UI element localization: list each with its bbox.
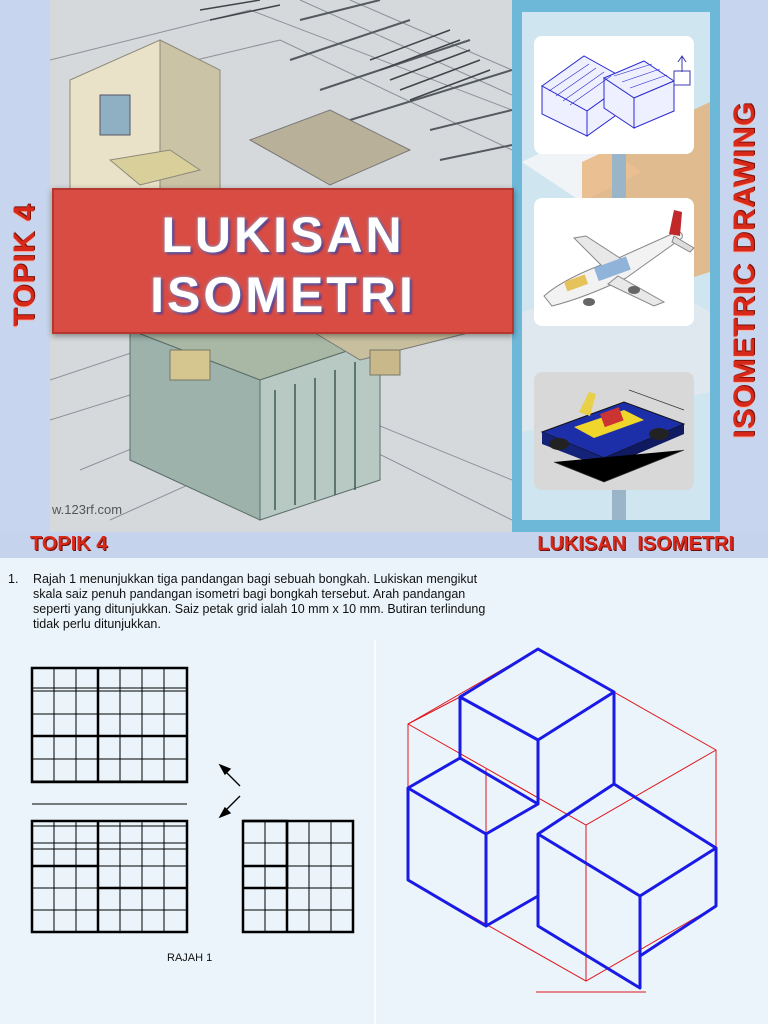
front-view-grid xyxy=(32,821,187,932)
worksheet-figures xyxy=(0,558,768,1024)
airplane-cutaway-image xyxy=(534,198,694,326)
figure-label: RAJAH 1 xyxy=(167,952,213,964)
car-cutaway-image xyxy=(534,372,694,490)
view-direction-arrows xyxy=(220,765,240,817)
cover-title-line1: LUKISAN xyxy=(161,207,405,263)
side-view-grid xyxy=(243,821,353,932)
cover-title-box xyxy=(52,188,514,334)
band-topic-label: TOPIK 4 xyxy=(30,533,108,555)
photo-watermark: w.123rf.com xyxy=(52,502,123,517)
side-topic-label: TOPIK 4 xyxy=(8,203,41,327)
band-title-label: LUKISAN ISOMETRI xyxy=(537,533,734,555)
question-number: 1. xyxy=(8,572,19,586)
side-isometric-label: ISOMETRIC DRAWING xyxy=(728,101,761,439)
worksheet xyxy=(0,558,768,1024)
question-text: Rajah 1 menunjukkan tiga pandangan bagi sebuah bongkah. Lukiskan mengikut skala saiz penuh pandangan isometri bagi bongkah tersebut. Arah pandangan seperti yang ditunjukkan. Saiz petak grid ialah 10 mm x 10 mm. Butiran terlindung tidak perlu ditunjukkan. xyxy=(33,572,486,631)
cover-title-line2: ISOMETRI xyxy=(150,267,416,323)
house-isometric-image xyxy=(534,36,694,154)
topic-band xyxy=(0,532,768,558)
